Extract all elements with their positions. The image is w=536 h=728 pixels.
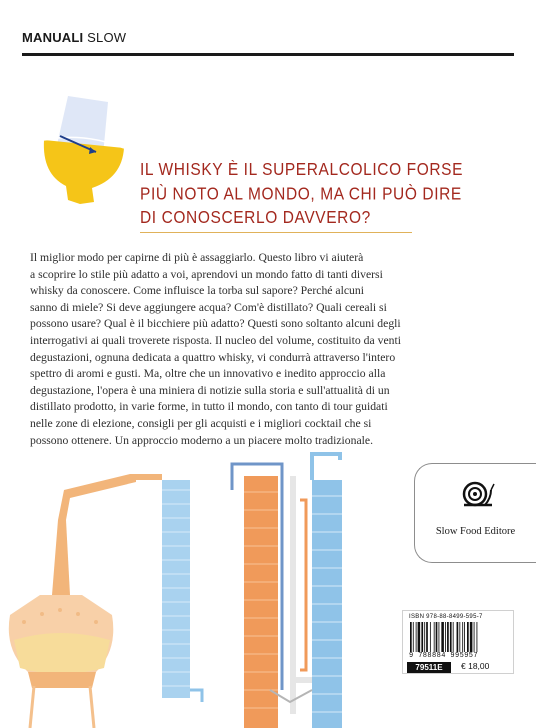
condenser-column <box>162 480 202 702</box>
pot-still <box>9 474 162 728</box>
barcode-bar <box>457 622 459 652</box>
barcode-panel <box>402 610 514 674</box>
price-label: € 18,00 <box>461 661 490 671</box>
headline-line-2: PIÙ NOTO AL MONDO, MA CHI PUÒ DIRE <box>140 184 462 204</box>
publisher-badge <box>414 463 536 563</box>
series-label <box>22 30 126 45</box>
blurb-line: possono usare? Qual è il bicchiere più adatto? Questi sono soltanto alcuni degli <box>30 317 401 331</box>
blurb-line: sanno di miele? Si deve aggiungere acqua? Com'è distillato? Quali cereali si <box>30 300 387 314</box>
barcode-bar <box>477 622 478 652</box>
column-still <box>232 454 342 728</box>
barcode-bar <box>430 622 431 652</box>
blurb-line: possono ottenere. Un approccio moderno a un piacere molto tradizionale. <box>30 433 374 447</box>
headline-rule <box>140 232 412 233</box>
blurb-line: degustazione, l'opera è una miniera di notizie sulla storia e sull'attualità di un <box>30 383 390 397</box>
blurb-line: spettro di aromi e gusti. Ma, oltre che un innovativo e inedito approccio alla <box>30 367 386 381</box>
barcode-bar <box>416 622 417 652</box>
barcode-bar <box>418 622 421 652</box>
barcode-bar <box>474 622 475 652</box>
barcode-bar <box>450 622 452 652</box>
blurb-line: Il miglior modo per capirne di più è assaggiarlo. Questo libro vi aiuterà <box>30 251 364 264</box>
barcode-bar <box>447 622 449 652</box>
barcode-bar <box>459 622 460 652</box>
barcode-bar <box>410 622 412 652</box>
blurb-line: interrogativi ai quali troverete risposta. Il nucleo del volume, costituito da venti <box>30 333 401 347</box>
barcode-bar <box>434 622 435 652</box>
headline-line-3: DI CONOSCERLO DAVVERO? <box>140 208 371 228</box>
series-label-bold: MANUALI <box>22 30 84 45</box>
barcode-bar <box>464 622 465 652</box>
whisky-glass-illustration <box>30 92 150 207</box>
barcode-bar <box>436 622 438 652</box>
top-rule <box>22 53 514 56</box>
series-label-rest: SLOW <box>87 30 127 45</box>
barcode-bar <box>462 622 463 652</box>
ean-digits: 9 788884 995957 <box>409 652 479 660</box>
barcode-bar <box>453 622 454 652</box>
blurb-line: whisky da conoscere. Come influisce la torba sul sapore? Perché alcuni <box>30 284 364 298</box>
barcode-bar <box>470 622 473 652</box>
blurb-line: degustazioni, ognuna dedicata a quattro whisky, vi condurrà attraverso l'intero <box>30 350 396 364</box>
barcode-bar <box>445 622 446 652</box>
barcode-bar <box>421 622 423 652</box>
blurb-line: nelle zone di elezione, consigli per gli acquisti e i migliori cocktail che si <box>30 416 372 430</box>
barcode-bars <box>409 622 509 652</box>
headline-line-1: IL WHISKY È IL SUPERALCOLICO FORSE <box>140 160 464 180</box>
barcode-bar <box>467 622 469 652</box>
barcode-bar <box>426 622 428 652</box>
blurb-line: distillato prodotto, in varie forme, in tutto il mondo, con tanto di tour guidati <box>30 400 388 414</box>
barcode-bar <box>413 622 414 652</box>
blurb-text <box>30 250 414 449</box>
headline <box>140 158 510 230</box>
isbn-label: ISBN 978-88-8499-595-7 <box>409 614 483 620</box>
distillery-illustration <box>0 440 420 728</box>
barcode-bar <box>424 622 425 652</box>
barcode-bar <box>439 622 440 652</box>
blurb-line: a scoprire lo stile più adatto a voi, aprendovi un mondo fatto di tanti diversi <box>30 267 383 281</box>
product-code: 79511E <box>407 662 451 673</box>
publisher-name: Slow Food Editore <box>435 526 516 537</box>
snail-icon <box>461 480 495 510</box>
barcode-bar <box>441 622 444 652</box>
